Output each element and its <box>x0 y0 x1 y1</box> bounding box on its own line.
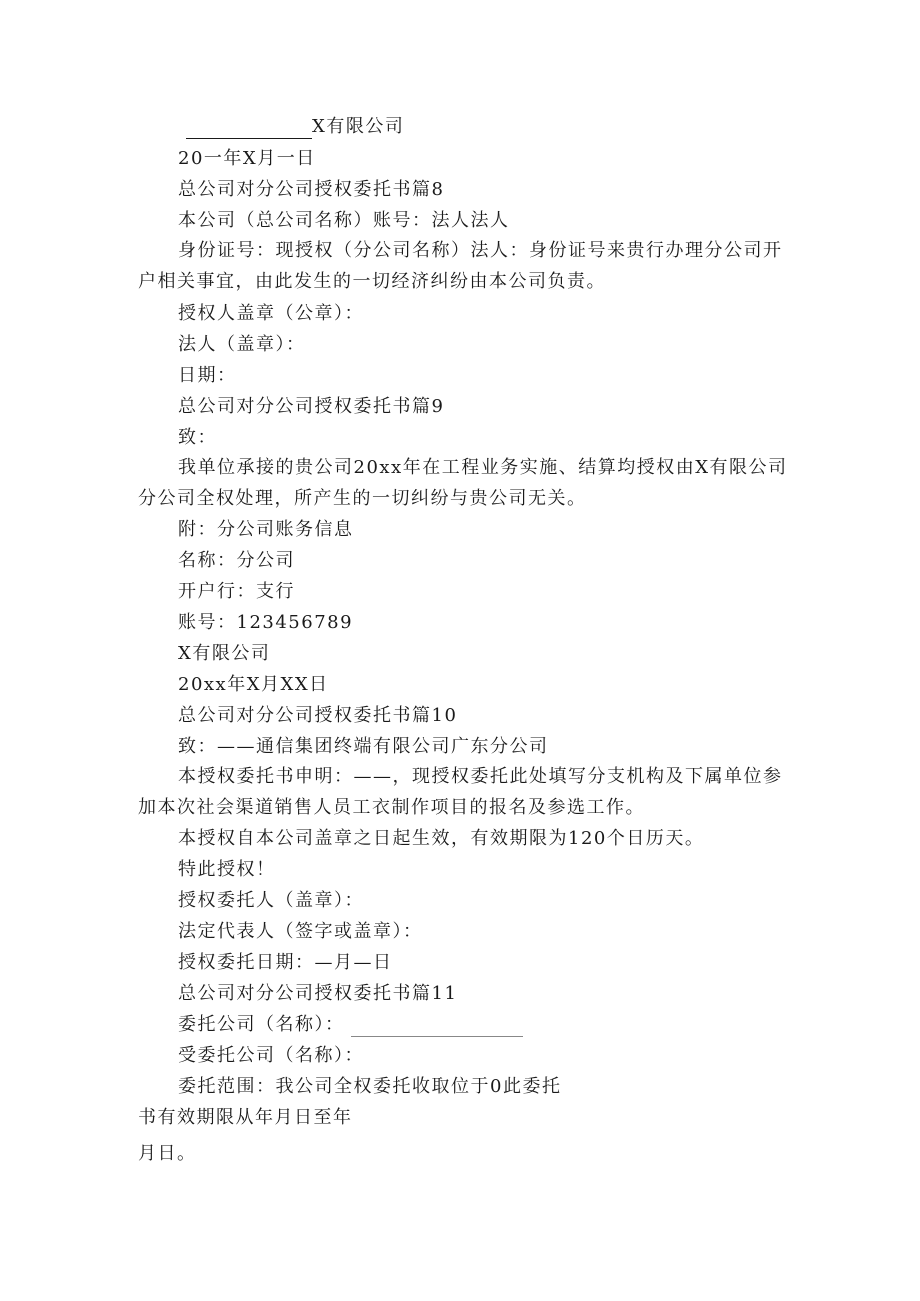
grantor-seal-line: 授权人盖章（公章）： <box>178 303 364 324</box>
section-heading-11: 总公司对分公司授权委托书篇11 <box>178 983 458 1004</box>
statement-paragraph: 本授权委托书申明：——，现授权委托此处填写分支机构及下属单位参加本次社会渠道销售人员工衣制作项目的报名及参选工作。 <box>138 766 783 818</box>
attachment-heading: 附：分公司账务信息 <box>178 519 354 540</box>
company-signature-line <box>186 115 404 139</box>
salutation-line: 致： <box>178 427 217 448</box>
blank-underline <box>351 1018 523 1037</box>
name-line: 名称：分公司 <box>178 550 295 571</box>
authorization-paragraph: 身份证号：现授权（分公司名称）法人：身份证号来贵行办理分公司开户相关事宜，由此发生的一切经济纠纷由本公司负责。 <box>138 240 783 292</box>
recipient-line: 致：——通信集团终端有限公司广东分公司 <box>178 736 549 757</box>
date-line: 20一年X月一日 <box>178 148 316 169</box>
entrusting-company-label: 委托公司（名称）： <box>178 1014 345 1035</box>
grantor-line: 授权委托人（盖章）： <box>178 890 364 911</box>
contract-paragraph: 我单位承接的贵公司20xx年在工程业务实施、结算均授权由X有限公司分公司全权处理，所产生的一切纠纷与贵公司无关。 <box>138 457 788 509</box>
validity-period-end: 月日。 <box>138 1143 197 1164</box>
scope-line: 委托范围：我公司全权委托收取位于0此委托 <box>178 1076 562 1097</box>
account-line: 本公司（总公司名称）账号：法人法人 <box>178 210 510 231</box>
validity-line: 本授权自本公司盖章之日起生效，有效期限为120个日历天。 <box>178 828 705 849</box>
validity-period-line: 书有效期限从年月日至年 <box>138 1107 353 1128</box>
section-heading-10: 总公司对分公司授权委托书篇10 <box>178 705 458 726</box>
account-number-line: 账号：123456789 <box>178 612 354 633</box>
entrusted-company-line: 受委托公司（名称）： <box>178 1045 364 1066</box>
authorization-date-line: 授权委托日期：—月—日 <box>178 952 393 973</box>
company-line: X有限公司 <box>178 643 271 664</box>
legal-person-seal-line: 法人（盖章）： <box>178 334 306 355</box>
closing-line: 特此授权！ <box>178 859 276 880</box>
date-label: 日期： <box>178 365 237 386</box>
company-name: X有限公司 <box>312 116 405 137</box>
blank-underline <box>186 118 312 139</box>
legal-rep-line: 法定代表人（签字或盖章）： <box>178 921 423 942</box>
entrusting-company-line <box>178 1013 523 1037</box>
bank-line: 开户行：支行 <box>178 581 295 602</box>
section-heading-8: 总公司对分公司授权委托书篇8 <box>178 179 445 200</box>
date-line-2: 20xx年X月XX日 <box>178 674 329 695</box>
section-heading-9: 总公司对分公司授权委托书篇9 <box>178 396 445 417</box>
